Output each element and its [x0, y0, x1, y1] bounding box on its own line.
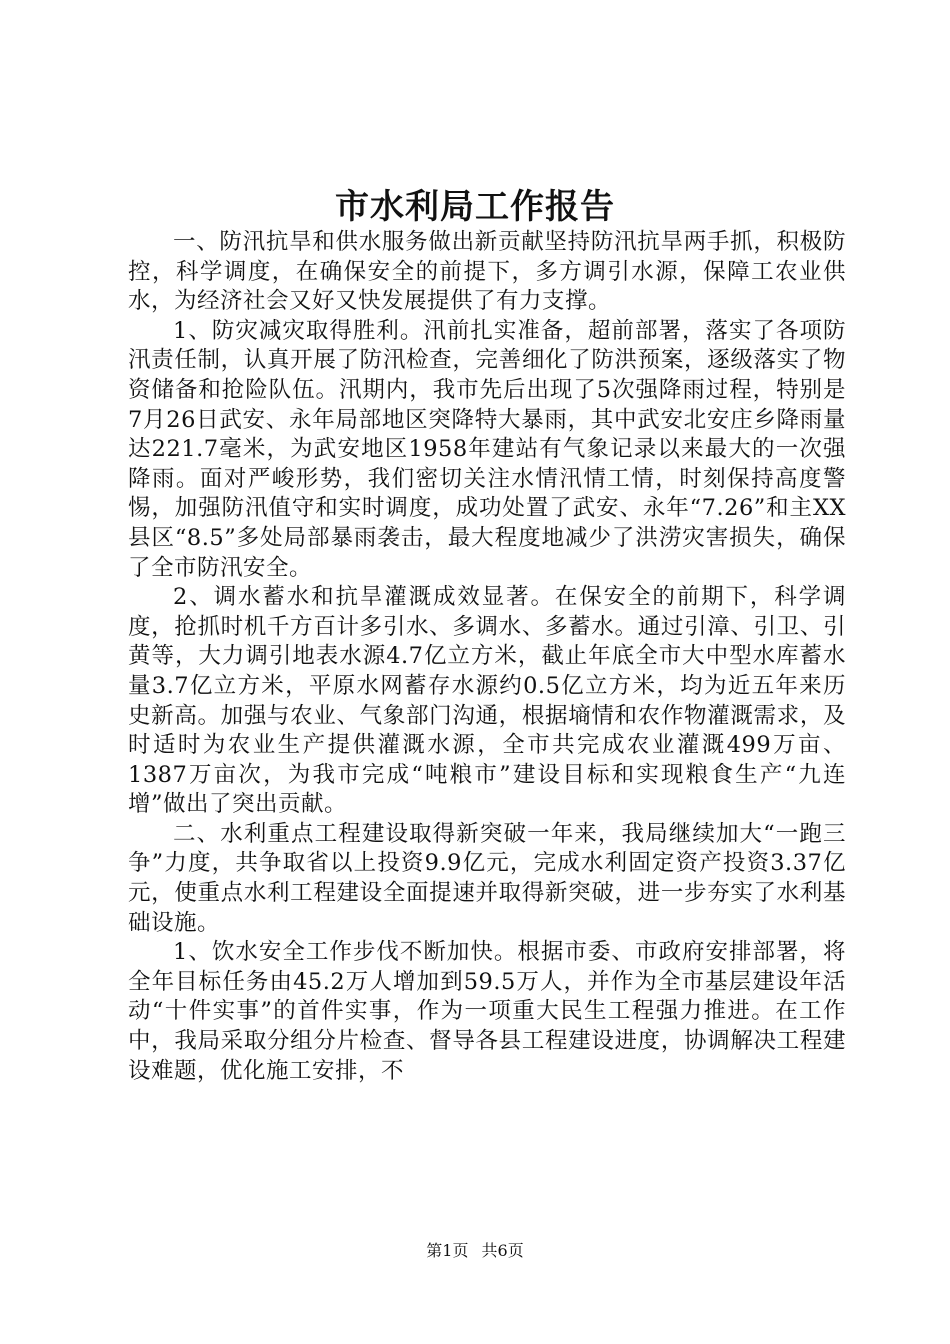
paragraph: 1、饮水安全工作步伐不断加快。根据市委、市政府安排部署，将全年目标任务由45.2万人增加到59.5万人，并作为全市基层建设年活动“十件实事”的首件实事，作为一项重大民生工程强力推进。在工作中，我局采取分组分片检查、督导各县工程建设进度，协调解决工程建设难题，优化施工安排，不: [128, 939, 846, 1084]
paragraph: 2、调水蓄水和抗旱灌溉成效显著。在保安全的前期下，科学调度，抢抓时机千方百计多引水、多调水、多蓄水。通过引漳、引卫、引黄等，大力调引地表水源4.7亿立方米，截止年底全市大中型水库蓄水量3.7亿立方米，平原水网蓄存水源约0.5亿立方米，均为近五年来历史新高。加强与农业、气象部门沟通，根据墒情和农作物灌溉需求，及时适时为农业生产提供灌溉水源，全市共完成农业灌溉499万亩、1387万亩次，为我市完成“吨粮市”建设目标和实现粮食生产“九连增”做出了突出贡献。: [128, 584, 846, 818]
document-body: [128, 228, 846, 1086]
page-total: 共6页: [481, 1241, 524, 1260]
paragraph: 二、水利重点工程建设取得新突破一年来，我局继续加大“一跑三争”力度，共争取省以上投资9.9亿元，完成水利固定资产投资3.37亿元，使重点水利工程建设全面提速并取得新突破，进一步夯实了水利基础设施。: [128, 820, 846, 936]
page-footer: [0, 1240, 950, 1262]
paragraph: 1、防灾减灾取得胜利。汛前扎实准备，超前部署，落实了各项防汛责任制，认真开展了防汛检查，完善细化了防洪预案，逐级落实了物资储备和抢险队伍。汛期内，我市先后出现了5次强降雨过程，特别是7月26日武安、永年局部地区突降特大暴雨，其中武安北安庄乡降雨量达221.7毫米，为武安地区1958年建站有气象记录以来最大的一次强降雨。面对严峻形势，我们密切关注水情汛情工情，时刻保持高度警惕，加强防汛值守和实时调度，成功处置了武安、永年“7.26”和主XX县区“8.5”多处局部暴雨袭击，最大程度地减少了洪涝灾害损失，确保了全市防汛安全。: [128, 317, 846, 581]
page-number: 第1页: [426, 1241, 469, 1260]
document-title: 市水利局工作报告: [335, 187, 615, 227]
paragraph: 一、防汛抗旱和供水服务做出新贡献坚持防汛抗旱两手抓，积极防控，科学调度，在确保安全的前提下，多方调引水源，保障工农业供水，为经济社会又好又快发展提供了有力支撑。: [128, 229, 846, 315]
